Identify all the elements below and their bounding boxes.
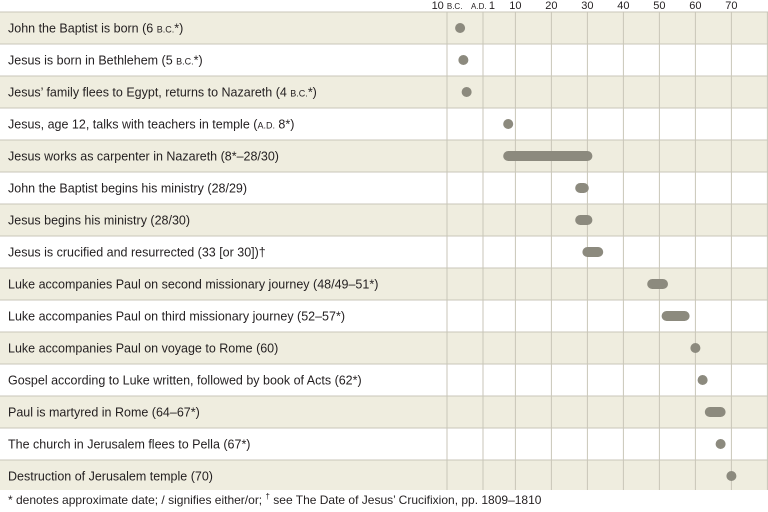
x-tick-label: 10 B.C. [431,0,463,12]
event-label: Paul is martyred in Rome (64–67*) [8,405,200,420]
event-label: Jesus’ family flees to Egypt, returns to Nazareth (4 B.C.*) [8,85,317,100]
event-label: Luke accompanies Paul on second missionary journey (48/49–51*) [8,277,379,292]
x-tick-label: 10 [509,0,522,12]
footnote [8,492,541,507]
event-label: Luke accompanies Paul on third missionary journey (52–57*) [8,309,345,324]
x-tick-label: 60 [689,0,702,12]
event-label: Jesus begins his ministry (28/30) [8,213,191,228]
dagger-mark: † [265,492,270,501]
event-label: The church in Jerusalem flees to Pella (67*) [8,437,251,452]
x-tick-label: 20 [545,0,558,12]
event-label: Jesus is crucified and resurrected (33 [or 30])† [8,245,266,260]
x-tick-label: A.D. 1 [471,0,495,12]
footnote-text-a: * denotes approximate date; / signifies either/or; [8,493,266,507]
x-tick-label: 50 [653,0,666,12]
event-label: Destruction of Jerusalem temple (70) [8,469,213,484]
event-label: Gospel according to Luke written, followed by book of Acts (62*) [8,373,362,388]
event-label: Jesus works as carpenter in Nazareth (8*–28/30) [8,149,279,164]
event-label: John the Baptist is born (6 B.C.*) [8,21,184,36]
event-label: John the Baptist begins his ministry (28/29) [8,181,248,196]
footnote-text-b: see The Date of Jesus’ Crucifixion, pp. 1809–1810 [269,493,542,507]
x-axis-ticks [432,0,738,12]
event-label: Luke accompanies Paul on voyage to Rome (60) [8,341,279,356]
event-label: Jesus is born in Bethlehem (5 B.C.*) [8,53,203,68]
event-label: Jesus, age 12, talks with teachers in temple (A.D. 8*) [8,117,295,132]
x-tick-label: 30 [581,0,594,12]
x-tick-label: 40 [617,0,630,12]
x-tick-label: 70 [725,0,738,12]
